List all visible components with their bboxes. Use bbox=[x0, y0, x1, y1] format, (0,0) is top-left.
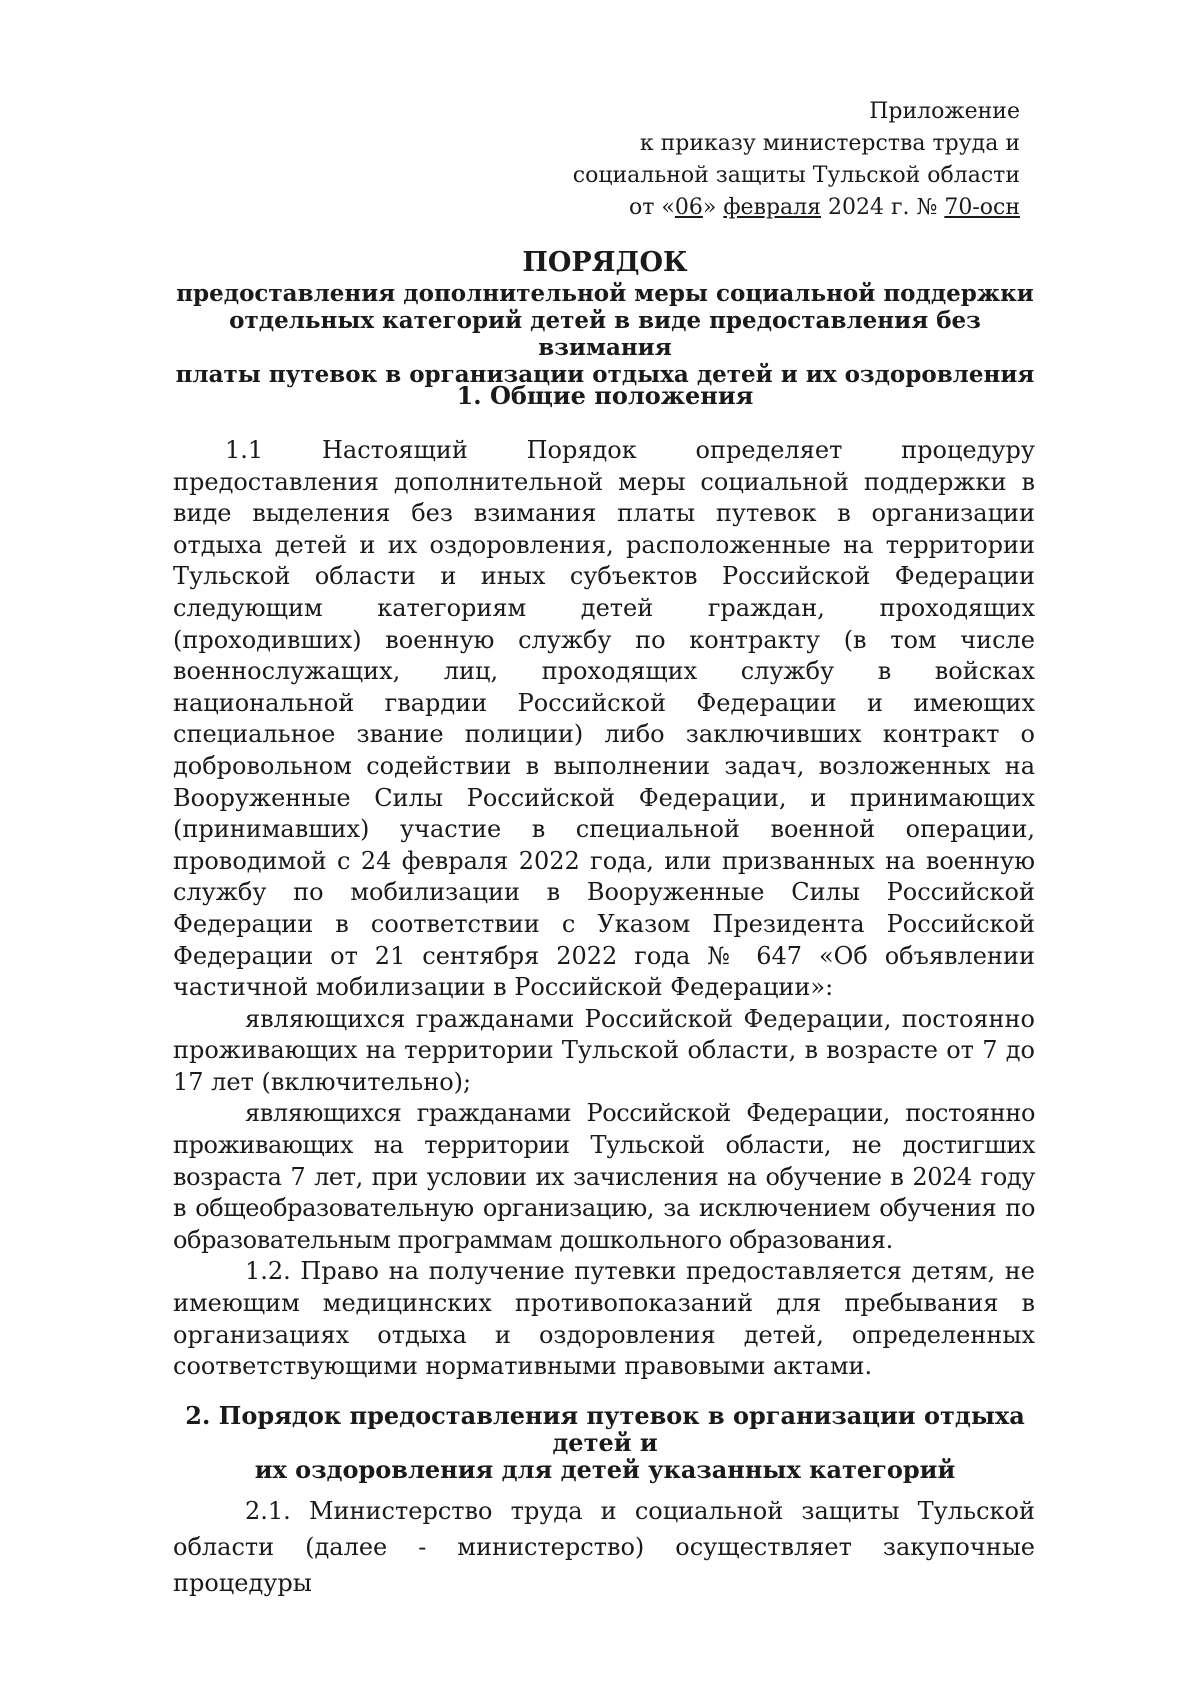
paragraph-category-2: являющихся гражданами Российской Федерации, постоянно проживающих на территории Тульской области, не достигших возраста 7 лет, при условии их зачисления на обучение в 2024 году в общеобразовательную организацию, за исключением обучения по образовательным программам дошкольного образования. bbox=[173, 1099, 1035, 1254]
title-sub-line-2: отдельных категорий детей в виде предоставления без взимания bbox=[229, 307, 981, 361]
date-mid: » bbox=[702, 195, 724, 220]
date-prefix: от « bbox=[629, 195, 675, 220]
section-2-body bbox=[173, 1493, 1035, 1601]
title-sub-line-1: предоставления дополнительной меры социальной поддержки bbox=[176, 280, 1034, 307]
order-number: 70-осн bbox=[944, 195, 1020, 220]
section-2-heading-line-1: 2. Порядок предоставления путевок в организации отдыха детей и bbox=[185, 1401, 1025, 1457]
paragraph-category-1: являющихся гражданами Российской Федерации, постоянно проживающих на территории Тульской области, в возрасте от 7 до 17 лет (включительно); bbox=[173, 1004, 1035, 1096]
appendix-block bbox=[573, 96, 1020, 224]
paragraph-1-2: 1.2. Право на получение путевки предоставляется детям, не имеющим медицинских противопоказаний для пребывания в организациях отдыха и оздоровления детей, определенных соответствующими нормативными правовыми актами. bbox=[173, 1257, 1035, 1381]
section-2-heading bbox=[170, 1402, 1040, 1483]
appendix-line-3: социальной защиты Тульской области bbox=[572, 163, 1020, 188]
section-1-heading: 1. Общие положения bbox=[456, 381, 754, 410]
appendix-line-1: Приложение bbox=[869, 99, 1020, 124]
paragraph-1-1: 1.1 Настоящий Порядок определяет процедуру предоставления дополнительной меры социальной поддержки в виде выделения без взимания платы путевок в организации отдыха детей и их оздоровления, расположенные на территории Тульской области и иных субъектов Российской Федерации следующим категориям детей граждан, проходящих (проходивших) военную службу по контракту (в том числе военнослужащих, лиц, проходящих службу в войсках национальной гвардии Российской Федерации и имеющих специальное звание полиции) либо заключивших контракт о добровольном содействии в выполнении задач, возложенных на Вооруженные Силы Российской Федерации, и принимающих (принимавших) участие в специальной военной операции, проводимой с 24 февраля 2022 года, или призванных на военную службу по мобилизации в Вооруженные Силы Российской Федерации в соответствии с Указом Президента Российской Федерации от 21 сентября 2022 года № 647 «Об объявлении частичной мобилизации в Российской Федерации»: bbox=[173, 436, 1035, 1002]
appendix-line-2: к приказу министерства труда и bbox=[639, 131, 1020, 156]
section-1-body bbox=[173, 435, 1035, 1383]
appendix-date-line bbox=[573, 192, 1020, 224]
title-sub-line-3: платы путевок в организации отдыха детей и их оздоровления bbox=[175, 361, 1035, 388]
section-2-heading-line-2: их оздоровления для детей указанных категорий bbox=[254, 1455, 956, 1484]
document-title bbox=[170, 246, 1040, 388]
date-day: 06 bbox=[674, 195, 703, 220]
paragraph-2-1: 2.1. Министерство труда и социальной защиты Тульской области (далее - министерство) осуществляет закупочные процедуры bbox=[173, 1497, 1035, 1597]
title-main: ПОРЯДОК bbox=[522, 247, 688, 278]
date-month: февраля bbox=[723, 195, 822, 220]
date-year: 2024 г. № bbox=[821, 195, 945, 220]
